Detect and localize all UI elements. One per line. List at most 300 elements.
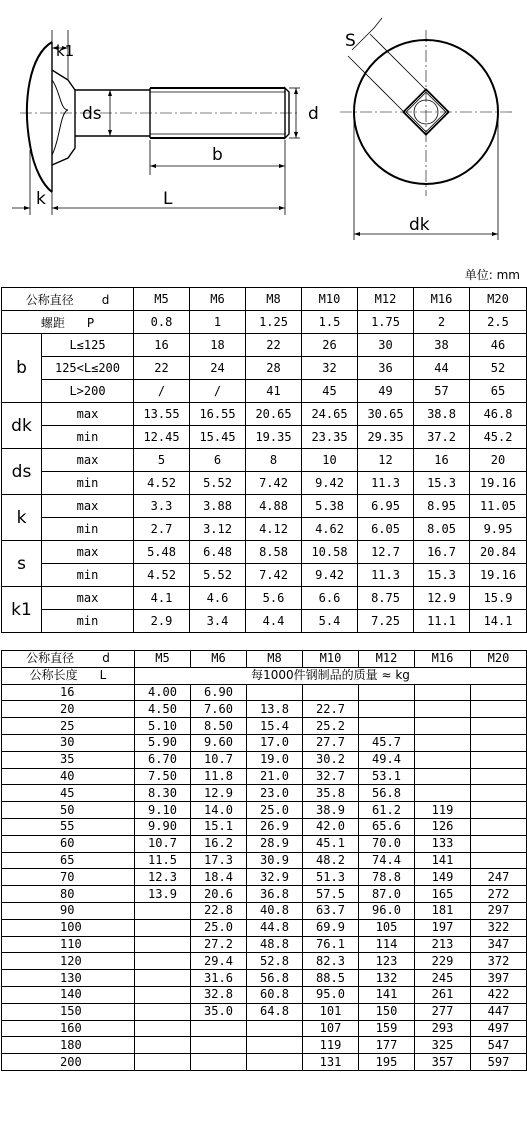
mass-value xyxy=(415,684,471,701)
mass-value xyxy=(135,936,191,953)
mass-value: 36.8 xyxy=(247,886,303,903)
mass-table xyxy=(1,650,527,1071)
mass-value xyxy=(191,1037,247,1054)
mass-value: 9.90 xyxy=(135,818,191,835)
mass-value: 20.6 xyxy=(191,886,247,903)
mass-value: 422 xyxy=(471,986,527,1003)
mass-value: 9.60 xyxy=(191,734,247,751)
row-label: min xyxy=(42,472,134,495)
length-value: 65 xyxy=(2,852,135,869)
mass-row xyxy=(2,852,527,869)
dim-value: 19.35 xyxy=(246,426,302,449)
mass-value: 325 xyxy=(415,1037,471,1054)
mass-value: 12.9 xyxy=(191,785,247,802)
mass-value: 48.2 xyxy=(303,852,359,869)
mass-value: 32.8 xyxy=(191,986,247,1003)
mass-row xyxy=(2,785,527,802)
size-header: M12 xyxy=(358,288,414,311)
mass-value: 372 xyxy=(471,953,527,970)
dim-value: 6.95 xyxy=(358,495,414,518)
mass-value: 150 xyxy=(359,1003,415,1020)
mass-value: 82.3 xyxy=(303,953,359,970)
pitch-value: 1 xyxy=(190,311,246,334)
mass-value: 60.8 xyxy=(247,986,303,1003)
dim-value: 20 xyxy=(470,449,527,472)
mass-value: 27.2 xyxy=(191,936,247,953)
dim-value: 3.88 xyxy=(190,495,246,518)
dim-value: 16 xyxy=(134,334,190,357)
dim-value: 20.65 xyxy=(246,403,302,426)
mass-value: 51.3 xyxy=(303,869,359,886)
dim-value: 16.7 xyxy=(414,541,470,564)
mass-value: 56.8 xyxy=(247,970,303,987)
mass-value: 6.90 xyxy=(191,684,247,701)
dims-row xyxy=(2,472,527,495)
mass-value xyxy=(247,1037,303,1054)
group-label: k1 xyxy=(2,587,42,633)
mass-value: 53.1 xyxy=(359,768,415,785)
pitch-symbol: P xyxy=(86,315,95,330)
mass-value: 25.0 xyxy=(247,802,303,819)
mass-value: 48.8 xyxy=(247,936,303,953)
mass-value: 4.50 xyxy=(135,701,191,718)
mass-value xyxy=(415,751,471,768)
mass-value xyxy=(471,835,527,852)
mass-value: 49.4 xyxy=(359,751,415,768)
group-label: ds xyxy=(2,449,42,495)
row-label: max xyxy=(42,403,134,426)
length-label: 公称长度 xyxy=(29,668,78,683)
dims-row xyxy=(2,449,527,472)
mass-value: 65.6 xyxy=(359,818,415,835)
length-value: 55 xyxy=(2,818,135,835)
dim-value: 36 xyxy=(358,357,414,380)
dim-value: 7.42 xyxy=(246,564,302,587)
header-param: 公称直径 xyxy=(25,292,74,307)
row-label: 125<L≤200 xyxy=(42,357,134,380)
dims-row xyxy=(2,334,527,357)
dim-value: 4.52 xyxy=(134,472,190,495)
mass-value: 229 xyxy=(415,953,471,970)
row-label: min xyxy=(42,518,134,541)
mass-value: 38.9 xyxy=(303,802,359,819)
dim-value: 10.58 xyxy=(302,541,358,564)
mass-value: 10.7 xyxy=(135,835,191,852)
mass-row xyxy=(2,701,527,718)
dim-value: 15.45 xyxy=(190,426,246,449)
dim-value: 8.05 xyxy=(414,518,470,541)
dim-value: / xyxy=(134,380,190,403)
dims-row xyxy=(2,587,527,610)
mass-value: 119 xyxy=(303,1037,359,1054)
mass-header-param: 公称直径 xyxy=(26,651,75,666)
mass-value: 132 xyxy=(359,970,415,987)
dim-value: 12 xyxy=(358,449,414,472)
pitch-value: 1.25 xyxy=(246,311,302,334)
mass-row xyxy=(2,718,527,735)
mass-value: 141 xyxy=(359,986,415,1003)
mass-value: 13.8 xyxy=(247,701,303,718)
mass-value: 28.9 xyxy=(247,835,303,852)
label-k1: k1 xyxy=(56,42,75,60)
dim-value: 4.1 xyxy=(134,587,190,610)
dim-value: 30 xyxy=(358,334,414,357)
pitch-value: 1.75 xyxy=(358,311,414,334)
dim-value: 22 xyxy=(134,357,190,380)
mass-size-header: M16 xyxy=(415,651,471,668)
dims-row xyxy=(2,357,527,380)
mass-value xyxy=(471,684,527,701)
row-label: max xyxy=(42,495,134,518)
mass-value: 45.1 xyxy=(303,835,359,852)
mass-value: 6.70 xyxy=(135,751,191,768)
mass-value xyxy=(415,785,471,802)
mass-value: 547 xyxy=(471,1037,527,1054)
dim-value: 11.3 xyxy=(358,472,414,495)
length-value: 160 xyxy=(2,1020,135,1037)
mass-value: 31.6 xyxy=(191,970,247,987)
mass-value: 397 xyxy=(471,970,527,987)
mass-value xyxy=(415,768,471,785)
mass-value: 29.4 xyxy=(191,953,247,970)
mass-value: 40.8 xyxy=(247,902,303,919)
mass-value xyxy=(415,734,471,751)
mass-value xyxy=(471,734,527,751)
dim-value: 65 xyxy=(470,380,527,403)
dim-value: 22 xyxy=(246,334,302,357)
dim-value: 5.6 xyxy=(246,587,302,610)
length-value: 150 xyxy=(2,1003,135,1020)
mass-value xyxy=(471,802,527,819)
mass-row xyxy=(2,919,527,936)
mass-value: 8.50 xyxy=(191,718,247,735)
mass-value: 133 xyxy=(415,835,471,852)
mass-value: 19.0 xyxy=(247,751,303,768)
carriage-bolt-drawing xyxy=(0,0,527,262)
mass-value: 497 xyxy=(471,1020,527,1037)
mass-value: 213 xyxy=(415,936,471,953)
row-label: min xyxy=(42,426,134,449)
dim-value: 20.84 xyxy=(470,541,527,564)
mass-value: 70.0 xyxy=(359,835,415,852)
dimensions-table xyxy=(1,287,527,633)
mass-value: 149 xyxy=(415,869,471,886)
row-label: min xyxy=(42,610,134,633)
group-label: s xyxy=(2,541,42,587)
length-value: 80 xyxy=(2,886,135,903)
dim-value: 52 xyxy=(470,357,527,380)
dim-value: 24 xyxy=(190,357,246,380)
dim-value: 2.7 xyxy=(134,518,190,541)
mass-value: 123 xyxy=(359,953,415,970)
label-d: d xyxy=(308,104,319,124)
mass-value: 322 xyxy=(471,919,527,936)
mass-row xyxy=(2,970,527,987)
label-L: L xyxy=(163,189,173,209)
size-header: M10 xyxy=(302,288,358,311)
dim-value: 29.35 xyxy=(358,426,414,449)
mass-row xyxy=(2,1037,527,1054)
mass-value xyxy=(135,986,191,1003)
group-label: dk xyxy=(2,403,42,449)
mass-value xyxy=(303,684,359,701)
mass-value: 87.0 xyxy=(359,886,415,903)
mass-value: 17.0 xyxy=(247,734,303,751)
row-label: L>200 xyxy=(42,380,134,403)
mass-value: 13.9 xyxy=(135,886,191,903)
mass-value: 5.90 xyxy=(135,734,191,751)
mass-value: 22.7 xyxy=(303,701,359,718)
mass-row xyxy=(2,802,527,819)
mass-header-param-cell xyxy=(2,651,135,668)
mass-value xyxy=(135,1054,191,1071)
dim-value: 8.75 xyxy=(358,587,414,610)
mass-row xyxy=(2,1020,527,1037)
length-value: 40 xyxy=(2,768,135,785)
dim-value: 5.48 xyxy=(134,541,190,564)
dims-row xyxy=(2,541,527,564)
dims-row xyxy=(2,380,527,403)
mass-row xyxy=(2,684,527,701)
dim-value: 3.12 xyxy=(190,518,246,541)
dim-value: 9.95 xyxy=(470,518,527,541)
mass-value: 11.5 xyxy=(135,852,191,869)
mass-value: 15.1 xyxy=(191,818,247,835)
dim-value: 3.4 xyxy=(190,610,246,633)
mass-value: 131 xyxy=(303,1054,359,1071)
mass-value xyxy=(415,701,471,718)
dim-value: 8.58 xyxy=(246,541,302,564)
mass-value xyxy=(471,751,527,768)
dim-value: 4.52 xyxy=(134,564,190,587)
mass-value: 105 xyxy=(359,919,415,936)
dim-value: 3.3 xyxy=(134,495,190,518)
length-value: 70 xyxy=(2,869,135,886)
length-symbol: L xyxy=(99,668,107,683)
mass-row xyxy=(2,768,527,785)
mass-value: 7.50 xyxy=(135,768,191,785)
mass-value: 27.7 xyxy=(303,734,359,751)
mass-value: 96.0 xyxy=(359,902,415,919)
mass-value: 32.7 xyxy=(303,768,359,785)
mass-value: 23.0 xyxy=(247,785,303,802)
dim-value: 46 xyxy=(470,334,527,357)
mass-value: 597 xyxy=(471,1054,527,1071)
length-value: 120 xyxy=(2,953,135,970)
dim-value: 11.3 xyxy=(358,564,414,587)
dim-value: 45.2 xyxy=(470,426,527,449)
dim-value: 6.05 xyxy=(358,518,414,541)
mass-caption-row xyxy=(2,667,527,684)
mass-value xyxy=(359,718,415,735)
dims-row xyxy=(2,495,527,518)
dim-value: 15.3 xyxy=(414,472,470,495)
group-label: b xyxy=(2,334,42,403)
dim-value: 4.62 xyxy=(302,518,358,541)
mass-value: 447 xyxy=(471,1003,527,1020)
row-label: max xyxy=(42,541,134,564)
mass-value: 14.0 xyxy=(191,802,247,819)
mass-value: 107 xyxy=(303,1020,359,1037)
mass-value: 35.8 xyxy=(303,785,359,802)
pitch-value: 2.5 xyxy=(470,311,527,334)
mass-value: 30.9 xyxy=(247,852,303,869)
mass-value xyxy=(247,1020,303,1037)
mass-value xyxy=(135,1003,191,1020)
dims-pitch-row xyxy=(2,311,527,334)
dim-value: 12.45 xyxy=(134,426,190,449)
dim-value: 8.95 xyxy=(414,495,470,518)
pitch-label-cell xyxy=(2,311,134,334)
dim-value: 9.42 xyxy=(302,472,358,495)
row-label: L≤125 xyxy=(42,334,134,357)
mass-row xyxy=(2,818,527,835)
mass-size-header: M20 xyxy=(471,651,527,668)
dim-value: 30.65 xyxy=(358,403,414,426)
mass-value: 76.1 xyxy=(303,936,359,953)
dim-value: 6.48 xyxy=(190,541,246,564)
mass-value xyxy=(135,919,191,936)
mass-value: 261 xyxy=(415,986,471,1003)
length-value: 16 xyxy=(2,684,135,701)
mass-value: 165 xyxy=(415,886,471,903)
mass-size-header: M12 xyxy=(359,651,415,668)
mass-value xyxy=(471,852,527,869)
mass-value: 357 xyxy=(415,1054,471,1071)
mass-value: 88.5 xyxy=(303,970,359,987)
dim-value: 23.35 xyxy=(302,426,358,449)
dim-value: 24.65 xyxy=(302,403,358,426)
length-value: 35 xyxy=(2,751,135,768)
mass-value xyxy=(191,1020,247,1037)
pitch-param: 螺距 xyxy=(40,315,65,330)
dims-row xyxy=(2,610,527,633)
length-value: 130 xyxy=(2,970,135,987)
dim-value: 5.52 xyxy=(190,472,246,495)
dim-value: 16.55 xyxy=(190,403,246,426)
mass-value: 197 xyxy=(415,919,471,936)
dim-value: 4.6 xyxy=(190,587,246,610)
mass-value: 9.10 xyxy=(135,802,191,819)
header-symbol: d xyxy=(101,292,110,307)
label-ds: ds xyxy=(82,104,102,124)
row-label: max xyxy=(42,449,134,472)
mass-value xyxy=(359,684,415,701)
mass-row xyxy=(2,902,527,919)
mass-value xyxy=(471,785,527,802)
length-value: 25 xyxy=(2,718,135,735)
mass-value: 4.00 xyxy=(135,684,191,701)
dim-value: 19.16 xyxy=(470,472,527,495)
dim-value: 4.12 xyxy=(246,518,302,541)
length-value: 110 xyxy=(2,936,135,953)
dim-value: 38 xyxy=(414,334,470,357)
dim-value: 57 xyxy=(414,380,470,403)
dim-value: 15.3 xyxy=(414,564,470,587)
label-dk: dk xyxy=(409,215,430,235)
dim-value: 5.38 xyxy=(302,495,358,518)
size-header: M16 xyxy=(414,288,470,311)
dim-value: 4.4 xyxy=(246,610,302,633)
dims-row xyxy=(2,518,527,541)
mass-value xyxy=(471,701,527,718)
mass-value: 8.30 xyxy=(135,785,191,802)
mass-value: 30.2 xyxy=(303,751,359,768)
dim-value: 15.9 xyxy=(470,587,527,610)
length-value: 30 xyxy=(2,734,135,751)
dim-value: 7.42 xyxy=(246,472,302,495)
dim-value: 38.8 xyxy=(414,403,470,426)
mass-value: 35.0 xyxy=(191,1003,247,1020)
mass-value: 293 xyxy=(415,1020,471,1037)
mass-value xyxy=(135,953,191,970)
mass-row xyxy=(2,1003,527,1020)
mass-size-header: M10 xyxy=(303,651,359,668)
dim-value: / xyxy=(190,380,246,403)
length-value: 20 xyxy=(2,701,135,718)
mass-value: 297 xyxy=(471,902,527,919)
mass-value: 22.8 xyxy=(191,902,247,919)
mass-value: 57.5 xyxy=(303,886,359,903)
size-header: M5 xyxy=(134,288,190,311)
mass-value: 247 xyxy=(471,869,527,886)
mass-value: 69.9 xyxy=(303,919,359,936)
dim-value: 11.05 xyxy=(470,495,527,518)
mass-row xyxy=(2,869,527,886)
mass-row xyxy=(2,953,527,970)
dim-value: 45 xyxy=(302,380,358,403)
dim-value: 5.52 xyxy=(190,564,246,587)
dim-value: 32 xyxy=(302,357,358,380)
mass-row xyxy=(2,886,527,903)
dim-value: 5.4 xyxy=(302,610,358,633)
mass-value xyxy=(247,1054,303,1071)
label-S: S xyxy=(345,31,356,51)
dim-value: 14.1 xyxy=(470,610,527,633)
mass-value: 61.2 xyxy=(359,802,415,819)
dim-value: 12.9 xyxy=(414,587,470,610)
mass-size-header: M8 xyxy=(247,651,303,668)
mass-value xyxy=(135,970,191,987)
length-label-cell xyxy=(2,667,135,684)
mass-value: 7.60 xyxy=(191,701,247,718)
label-b: b xyxy=(212,145,223,165)
dims-row xyxy=(2,564,527,587)
dims-row xyxy=(2,426,527,449)
length-value: 45 xyxy=(2,785,135,802)
dim-value: 28 xyxy=(246,357,302,380)
mass-row xyxy=(2,1054,527,1071)
mass-value: 141 xyxy=(415,852,471,869)
dim-value: 16 xyxy=(414,449,470,472)
mass-row xyxy=(2,751,527,768)
mass-value xyxy=(471,718,527,735)
mass-value: 277 xyxy=(415,1003,471,1020)
mass-value: 114 xyxy=(359,936,415,953)
mass-size-header: M6 xyxy=(191,651,247,668)
mass-value: 11.8 xyxy=(191,768,247,785)
mass-header-symbol: d xyxy=(102,651,110,666)
mass-row xyxy=(2,986,527,1003)
dim-value: 18 xyxy=(190,334,246,357)
dim-value: 26 xyxy=(302,334,358,357)
mass-size-header: M5 xyxy=(135,651,191,668)
mass-value: 44.8 xyxy=(247,919,303,936)
mass-value: 52.8 xyxy=(247,953,303,970)
mass-value: 159 xyxy=(359,1020,415,1037)
size-header: M20 xyxy=(470,288,527,311)
mass-value: 5.10 xyxy=(135,718,191,735)
